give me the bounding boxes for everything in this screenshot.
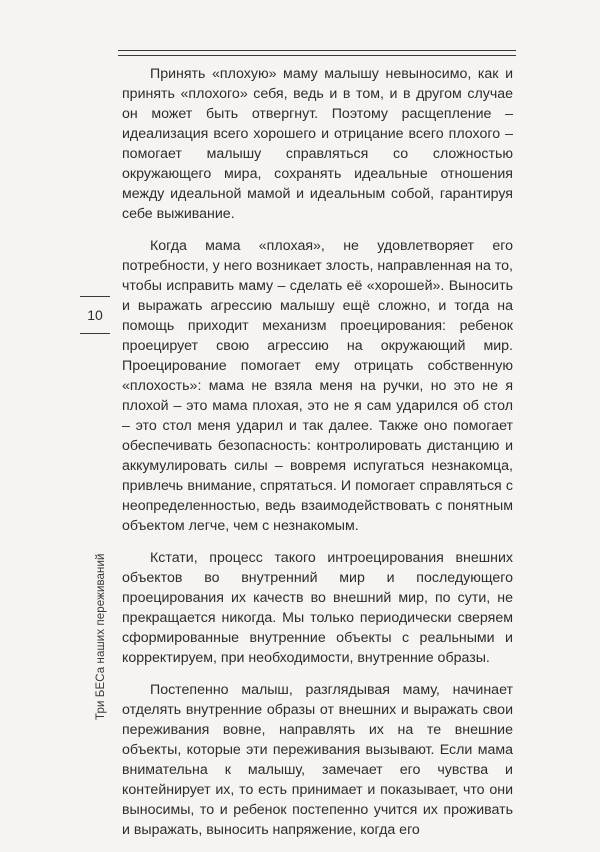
page-number: 10	[87, 307, 103, 323]
page-number-marker	[80, 296, 110, 334]
paragraph: Принять «плохую» маму малышу невыносимо, как и принять «плохого» себя, ведь и в том, и в другом случае он может быть отвергнут. Поэтому расщепление – идеализация всего хорошего и отрицание всего плохого – помогает малышу справляться со сложностью окружающего мира, сохранять идеальные отношения между идеальной мамой и идеальным собой, гарантируя себе выживание.	[122, 66, 513, 222]
running-title: Три БЕСа наших переживаний	[95, 553, 107, 720]
page-number-bottom-rule	[80, 333, 110, 334]
paragraph: Когда мама «плохая», не удовлетворяет его потребности, у него возникает злость, направленная на то, чтобы исправить маму – сделать её «хорошей». Выносить и выражать агрессию малышу ещё сложно, и тогда на помощь приходит механизм проецирования: ребенок проецирует свою агрессию на окружающий мир. Проецирование помогает ему отрицать собственную «плохость»: мама не взяла меня на ручки, но это не я плохой – это мама плохая, это не я сам ударился об стол – это стол меня ударил и так далее. Также оно помогает обеспечивать безопасность: контролировать дистанцию и аккумулировать силы – вовремя испугаться незнакомца, привлечь внимание, спрятаться. И помогает справляться с неопределенностью, ведь взаимодействовать с понятным объектом легче, чем с незнакомым.	[122, 238, 513, 534]
paragraph: Кстати, процесс такого интроецирования внешних объектов во внутренний мир и последующего проецирования их качеств во внешний мир, по сути, не прекращается никогда. Мы только периодически сверяем сформированные внутренние объекты с реальными и корректируем, при необходимости, внутренние образы.	[122, 550, 513, 666]
paragraph: Постепенно малыш, разглядывая маму, начинает отделять внутренние образы от внешних и выражать свои переживания вовне, направлять их на те внешние объекты, которые эти переживания вызывают. Если мама внимательна к малышу, замечает его чувства и контейнирует их, то есть принимает и показывает, что они выносимы, то и ребенок постепенно учится их проживать и выражать, выносить напряжение, когда его	[122, 682, 513, 838]
header-double-rule	[118, 50, 516, 56]
body-text	[122, 64, 513, 852]
